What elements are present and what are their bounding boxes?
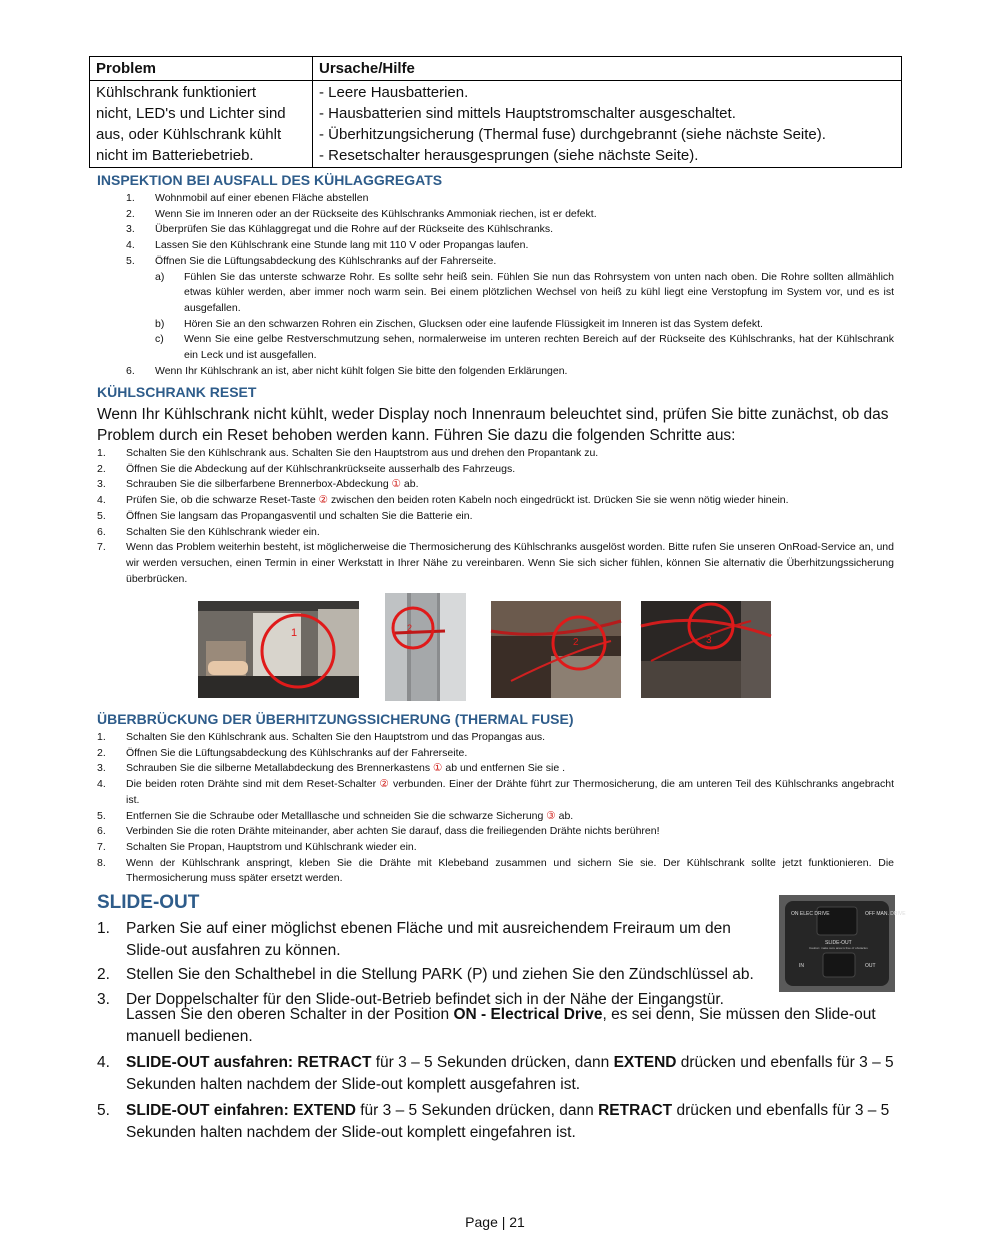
list-item: 3. Der Doppelschalter für den Slide-out-Betrieb befindet sich in der Nähe der Eingangstür. — [97, 990, 724, 1008]
list-item: Lassen Sie den oberen Schalter in der Position ON - Electrical Drive, es sei denn, Sie müssen den Slide-out manuell bedienen. — [126, 1006, 876, 1045]
panel-in-label: IN — [799, 963, 804, 969]
photo-thermal-fuse — [641, 601, 771, 698]
inspection-list — [126, 191, 894, 379]
list-item: 1. Schalten Sie den Kühlschrank aus. Schalten Sie den Hauptstrom und das Propangas aus. — [97, 731, 546, 743]
panel-on-label: ON ELEC DRIVE — [791, 911, 830, 917]
photo-label: 2 — [573, 637, 579, 648]
list-item: 1. Parken Sie auf einer möglichst ebenen Fläche und mit ausreichendem Freiraum um den Slide-out ausfahren zu können. — [97, 920, 731, 959]
list-item: c) Wenn Sie eine gelbe Restverschmutzung sehen, normalerweise im unteren rechten Bereich auf der Rückseite des Kühlschranks, hat der Kühlschrank ein Leck und ist ausgefallen. — [155, 333, 894, 362]
list-item: 3. Schrauben Sie die silberne Metallabdeckung des Brennerkastens ① ab und entfernen Sie sie . — [97, 762, 566, 775]
list-item: 4. Prüfen Sie, ob die schwarze Reset-Taste ② zwischen den beiden roten Kabeln noch eingedrückt ist. Drücken Sie sie wenn nötig wieder hinein. — [97, 494, 789, 507]
reset-list — [97, 446, 894, 587]
problem-cell — [90, 81, 313, 168]
slideout-list-bottom — [97, 1004, 894, 1143]
photo-reset-button — [385, 593, 466, 701]
list-item: 1. Schalten Sie den Kühlschrank aus. Schalten Sie den Hauptstrom aus und drehen den Propantank zu. — [97, 447, 599, 459]
photo-label: 2 — [407, 623, 413, 633]
photo-red-wires — [491, 601, 621, 698]
problem-line: Kühlschrank funktioniert — [96, 84, 257, 101]
cause-line: - Überhitzungsicherung (Thermal fuse) durchgebrannt (siehe nächste Seite). — [319, 126, 826, 143]
list-item: 2. Stellen Sie den Schalthebel in die Stellung PARK (P) und ziehen Sie den Zündschlüssel ab. — [97, 966, 754, 983]
list-item: 5. Entfernen Sie die Schraube oder Metalllasche und schneiden Sie die schwarze Sicherung ③ ab. — [97, 809, 574, 822]
photo-label: 1 — [291, 627, 298, 639]
photo-burner-box-cover — [198, 601, 359, 698]
photo-label: 3 — [706, 635, 712, 646]
page-number: Page | 21 — [465, 1214, 525, 1230]
list-item: 8. Wenn der Kühlschrank anspringt, kleben Sie die Drähte mit Klebeband zusammen und sichern Sie sie. Der Kühlschrank sollte jetzt funktionieren. Die Thermosicherung muss später ersetzt werden. — [97, 856, 894, 885]
bypass-list — [97, 730, 894, 887]
panel-out-label: OUT — [865, 963, 876, 969]
list-item: 2. Wenn Sie im Inneren oder an der Rückseite des Kühlschranks Ammoniak riechen, ist er defekt. — [126, 207, 597, 220]
table-header-row — [90, 57, 902, 81]
list-item: 4. Lassen Sie den Kühlschrank eine Stunde lang mit 110 V oder Propangas laufen. — [126, 239, 529, 252]
list-item: 4. Die beiden roten Drähte sind mit dem Reset-Schalter ② verbunden. Einer der Drähte führt zur Thermosicherung, die am unteren Teil des Kühlschranks angebracht ist. — [97, 778, 895, 806]
list-item: b) Hören Sie an den schwarzen Rohren ein Zischen, Glucksen oder eine laufende Flüssigkeit im Inneren ist das System defekt. — [155, 317, 763, 330]
problem-line: nicht im Batteriebetrieb. — [96, 147, 254, 164]
list-item: 4. SLIDE-OUT ausfahren: RETRACT für 3 – 5 Sekunden drücken, dann EXTEND drücken und ebenfalls für 3 – 5 Sekunden halten nachdem der Slide-out komplett ausgefahren ist. — [97, 1054, 894, 1093]
bypass-heading: ÜBERBRÜCKUNG DER ÜBERHITZUNGSSICHERUNG (THERMAL FUSE) — [97, 711, 574, 727]
panel-caution-label: Caution: make sure area is free of obstacles — [809, 946, 868, 950]
list-item: 3. Überprüfen Sie das Kühlaggregat und die Rohre auf der Rückseite des Kühlschranks. — [126, 223, 554, 236]
panel-mid-label: SLIDE-OUT — [825, 940, 852, 946]
list-item: 7. Wenn das Problem weiterhin besteht, ist möglicherweise die Thermosicherung des Kühlschranks ausgelöst worden. Bitte rufen Sie unseren OnRoad-Service an, und wir werden versuchen, einen Termin in einer Werkstatt in Ihrer Nähe zu vereinbaren. Wenn Sie sich sicher fühlen, können Sie alternativ die Überhitzungssicherung überbrücken. — [97, 541, 894, 585]
list-item: a) Fühlen Sie das unterste schwarze Rohr. Es sollte sehr heiß sein. Fühlen Sie nun das Rohrsystem von unten nach oben. Die Rohre sollten allmählich etwas kühler werden, aber immer noch warm sein. Bei einem plötzlichen Wechsel von heiß zu kühl liegt eine Verstopfung im System vor, und es ist ausgefallen. — [155, 270, 894, 314]
slideout-heading: SLIDE-OUT — [97, 892, 200, 913]
list-item: 3. Schrauben Sie die silberfarbene Brennerbox-Abdeckung ① ab. — [97, 478, 419, 491]
list-item: 6. Verbinden Sie die roten Drähte miteinander, aber achten Sie darauf, dass die freiliegenden Drähte nichts berühren! — [97, 825, 660, 838]
list-item: 1. Wohnmobil auf einer ebenen Fläche abstellen — [126, 192, 369, 204]
reset-intro: Wenn Ihr Kühlschrank nicht kühlt, weder Display noch Innenraum beleuchtet sind, prüfen Sie bitte zunächst, ob das Problem durch ein Reset behoben werden kann. Führen Sie dazu die folgenden Schritte aus: — [97, 406, 889, 444]
marker-1: ① — [391, 478, 402, 491]
marker-1: ① — [433, 762, 443, 775]
list-item: 2. Öffnen Sie die Abdeckung auf der Kühlschrankrückseite ausserhalb des Fahrzeugs. — [97, 462, 516, 475]
problem-table — [89, 56, 902, 168]
problem-line: aus, oder Kühlschrank kühlt — [96, 126, 282, 143]
column-header-problem: Problem — [90, 57, 313, 81]
cause-line: - Hausbatterien sind mittels Hauptstromschalter ausgeschaltet. — [319, 105, 736, 122]
cause-line: - Leere Hausbatterien. — [319, 84, 469, 101]
cause-line: - Resetschalter herausgesprungen (siehe nächste Seite). — [319, 147, 699, 164]
list-item: 7. Schalten Sie Propan, Hauptstrom und Kühlschrank wieder ein. — [97, 840, 417, 853]
list-item: 5. Öffnen Sie langsam das Propangasventil und schalten Sie die Batterie ein. — [97, 509, 473, 522]
marker-2: ② — [379, 778, 390, 791]
inspection-heading: INSPEKTION BEI AUSFALL DES KÜHLAGGREGATS — [97, 172, 443, 188]
panel-off-label: OFF MAN. DRIVE — [865, 911, 906, 917]
list-item: 2. Öffnen Sie die Lüftungsabdeckung des Kühlschranks auf der Fahrerseite. — [97, 746, 468, 759]
reset-heading: KÜHLSCHRANK RESET — [97, 384, 257, 400]
cause-cell — [313, 81, 902, 168]
list-item: 6. Schalten Sie den Kühlschrank wieder ein. — [97, 525, 320, 538]
slideout-switch-panel-photo — [779, 895, 906, 992]
column-header-cause: Ursache/Hilfe — [313, 57, 902, 81]
list-item: 5. Öffnen Sie die Lüftungsabdeckung des Kühlschranks auf der Fahrerseite. — [126, 254, 497, 267]
table-row — [90, 81, 902, 168]
marker-2: ② — [318, 494, 329, 507]
problem-line: nicht, LED's und Lichter sind — [96, 105, 286, 122]
slideout-list-top — [97, 918, 765, 1010]
list-item: 5. SLIDE-OUT einfahren: EXTEND für 3 – 5 Sekunden drücken, dann RETRACT drücken und ebenfalls für 3 – 5 Sekunden halten nachdem der Slide-out komplett eingefahren ist. — [97, 1102, 890, 1141]
list-item: 6. Wenn Ihr Kühlschrank an ist, aber nicht kühlt folgen Sie bitte den folgenden Erklärungen. — [126, 364, 568, 377]
marker-3: ③ — [546, 809, 556, 822]
